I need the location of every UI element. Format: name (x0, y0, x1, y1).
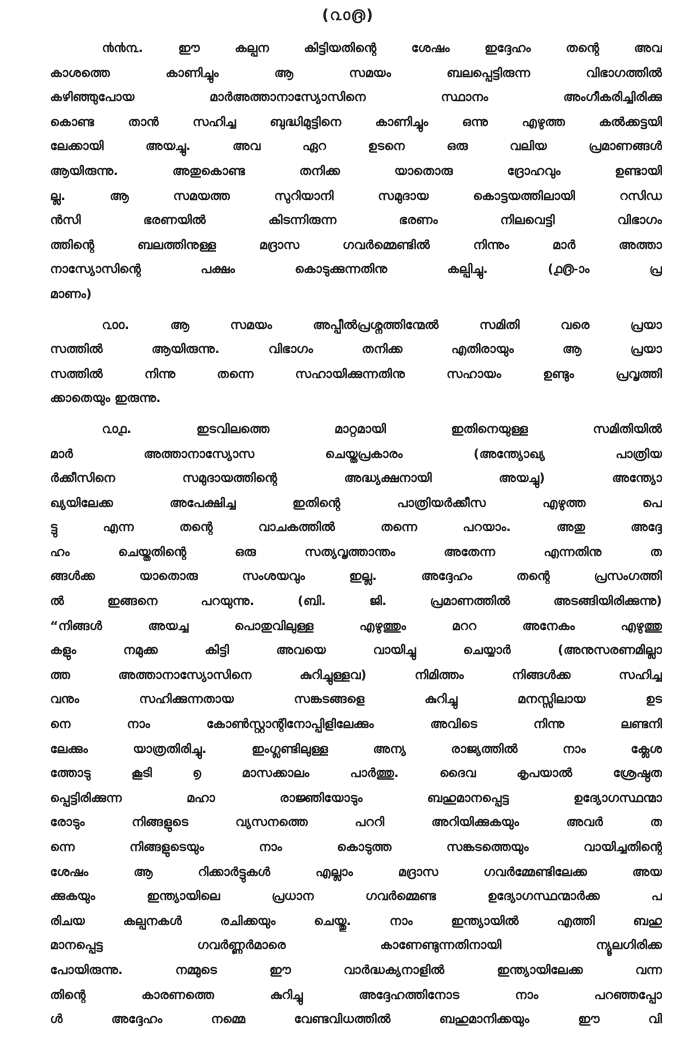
text-line: ക്കാതെയും ഇരുന്നു. (50, 390, 161, 406)
text-line: ലേക്കും യാത്രതിരിച്ചു. ഇംഗ്ലണ്ടിലുള്ള അന്യ രാജ്യത്തിൽ നാം ക്ലേശ (50, 740, 662, 756)
text-line: നെ നാം കോൺസ്റ്റാന്റിനോപ്പിളിലേക്കും അവിടെ നിന്നു ലണ്ടനി (50, 716, 662, 732)
text-line: ലേക്കായി അയച്ചു. അവ ഏറ ഉടനെ ഒരു വലിയ പ്രമാണങ്ങൾ (50, 138, 662, 154)
text-line: ക്കുകയും ഇന്ത്യായിലെ പ്രധാന ഗവർമ്മെണ്ട ഉദ്യോഗസ്ഥന്മാർക്ക പ (50, 888, 662, 904)
text-line: സത്തിൽ ആയിരുന്നു. വിഭാഗം തനിക്ക എതിരായും ആ പ്രയാ (50, 341, 662, 357)
text-line: ങ്ങൾക്ക യാതൊരു സംശയവും ഇല്ല. അദ്ദേഹം തന്റെ പ്രസംഗത്തി (50, 568, 662, 584)
text-line: ൽ ഇങ്ങനെ പറയുന്നു. (ബി. ജി. പ്രമാണത്തിൽ അടങ്ങിയിരിക്കുന്നു) (50, 593, 662, 609)
paragraph-201 (50, 417, 662, 1032)
text-line: ട്ടു എന്ന തന്റെ വാചകത്തിൽ തന്നെ പറയാം. അതു അദ്ദേ (50, 519, 662, 535)
text-line: പോയിരുന്നു. നമ്മുടെ ഈ വാർദ്ധക്യനാളിൽ ഇന്ത്യായിലേക്ക വന്ന (50, 961, 662, 977)
text-line: ന്നെ നിങ്ങളുടെയും നാം കൊടുത്ത സങ്കടത്തെയും വായിച്ചതിന്റെ (50, 839, 662, 854)
text-line: ശേഷം ആ റിക്കാർട്ടുകൾ എല്ലാം മദ്രാസ ഗവർമ്മേണ്ടിലേക്ക അയ (50, 863, 662, 879)
text-line: ൻസി ഭരണയിൽ കിടന്നിരുന്ന ഭരണം നിലവെട്ടി വിഭാഗം (50, 212, 662, 228)
paragraph-199 (50, 36, 662, 307)
text-line: ഖ്യയിലേക്ക അപേക്ഷിച്ച ഇതിന്റെ പാത്രിയർക്കീസ എഴുത്ത പെ (50, 494, 662, 510)
text-line: കൊണ്ട താൻ സഹിച്ച ബുദ്ധിമുട്ടിനെ കാണിച്ചും ഒന്നു എഴുത്ത കൽക്കട്ടയി (50, 113, 662, 129)
text-line: ൯൯൩. ഈ കല്പന കിട്ടിയതിന്റെ ശേഷം ഇദ്ദേഹം തന്റെ അവ (102, 40, 662, 55)
text-line: മാർ അത്താനാസ്യോസ ചെയ്തപ്രകാരം (അന്ത്യോഖ്യ പാത്രിയ (50, 445, 662, 461)
text-line: ത്ത അത്താനാസ്യോസിനെ കുറിച്ചുള്ളവ) നിമിത്തം നിങ്ങൾക്ക സഹിച്ച (50, 666, 662, 682)
text-line: കളും നമുക്ക കിട്ടി അവയെ വായിച്ചു ചെയ്യാർ (അനുസരണമില്ലാ (50, 642, 662, 658)
text-line: സത്തിൽ നിന്നു തന്നെ സഹായിക്കുന്നതിനു സഹായം ഉണ്ടും പ്രവൃത്തി (50, 365, 662, 381)
text-line: മാനപ്പെട്ട ഗവർണ്ണർമാരെ കാണേണ്ടുന്നതിനായി ന്യൂലഗിരിക്ക (50, 937, 662, 953)
text-line: കഴിഞ്ഞുപോയ മാർഅത്താനാസ്യോസിനെ സ്ഥാനം അംഗീകരിച്ചിരിക്കു (50, 89, 662, 105)
text-line: ല്ല. ആ സമയത്ത സുറിയാനി സമുദായ കൊട്ടയത്തിലായി റസിഡ (50, 187, 662, 203)
paragraph-200 (50, 313, 662, 411)
text-line: കാശത്തെ കാണിച്ചും ആ സമയം ബലപ്പെട്ടിരുന്ന വിഭാഗത്തിൽ (50, 64, 662, 80)
text-line: വനും സഹിക്കുന്നതായ സങ്കടങ്ങളെ കുറിച്ചു മനസ്സിലായ ഉട (50, 691, 662, 707)
text-line: “നിങ്ങൾ അയച്ച പൊതുവിലുള്ള എഴുത്തും മററ അനേകം എഴുത്തു (50, 617, 662, 633)
page-number: (൨൦൫) (322, 6, 374, 24)
text-line: ത്തിന്റെ ബലത്തിനുള്ള മദ്രാസ ഗവർമ്മെണ്ടിൽ നിന്നും മാർ അത്താ (50, 236, 662, 252)
text-line: പ്പെട്ടിരിക്കുന്ന മഹാ രാജ്ഞിയോടും ബഹുമാനപ്പെട്ട ഉദ്യോഗസ്ഥന്മാ (50, 789, 662, 805)
body-text (50, 36, 662, 1038)
text-line: ത്തോടു കൂടി ൭ മാസക്കാലം പാർത്തു. ദൈവ കൃപയാൽ ശ്രേഷ്ഠത (50, 765, 662, 781)
text-line: ഹം ചെയ്തതിന്റെ ഒരു സത്യവൃത്താന്തം അതേന്ന എന്നതിനു ത (50, 543, 662, 559)
text-line: ൨൦൧. ഇടവിലത്തെ മാറ്റമായി ഇതിനെയുള്ള സമിതിയിൽ (102, 420, 662, 436)
text-line: ആയിരുന്നു. അതുകൊണ്ട തനിക്ക യാതൊരു ദ്രോഹവും ഉണ്ടായി (50, 162, 662, 178)
text-line: ൨൦൦. ആ സമയം അപ്പീൽപ്രശ്നത്തിന്മേൽ സമിതി വരെ പ്രയാ (102, 316, 662, 332)
text-line: രോടും നിങ്ങളുടെ വ്യസനത്തെ പററി അറിയിക്കുകയും അവർ ത (50, 814, 662, 830)
text-line: തിന്റെ കാരണത്തെ കുറിച്ചു അദ്ദേഹത്തിനോട നാം പറഞ്ഞപ്പോ (50, 986, 662, 1002)
text-line: നാസ്യോസിന്റെ പക്ഷം കൊടുക്കുന്നതിനു കല്പിച്ചു. (൧൫-ാം പ്ര (50, 261, 662, 277)
text-line: രിചയ കല്പനകൾ രചിക്കയും ചെയ്തു. നാം ഇന്ത്യായിൽ എത്തി ബഹു (50, 912, 662, 928)
text-line: ർക്കീസിനെ സമുദായത്തിന്റെ അദ്ധ്യക്ഷനായി അയച്ചു) അന്ത്യോ (50, 470, 662, 486)
text-line: മാണം) (50, 285, 92, 301)
text-line: ൾ അദ്ദേഹം നമ്മെ വേണ്ടവിധത്തിൽ ബഹുമാനിക്കയും ഈ വി (50, 1011, 662, 1027)
